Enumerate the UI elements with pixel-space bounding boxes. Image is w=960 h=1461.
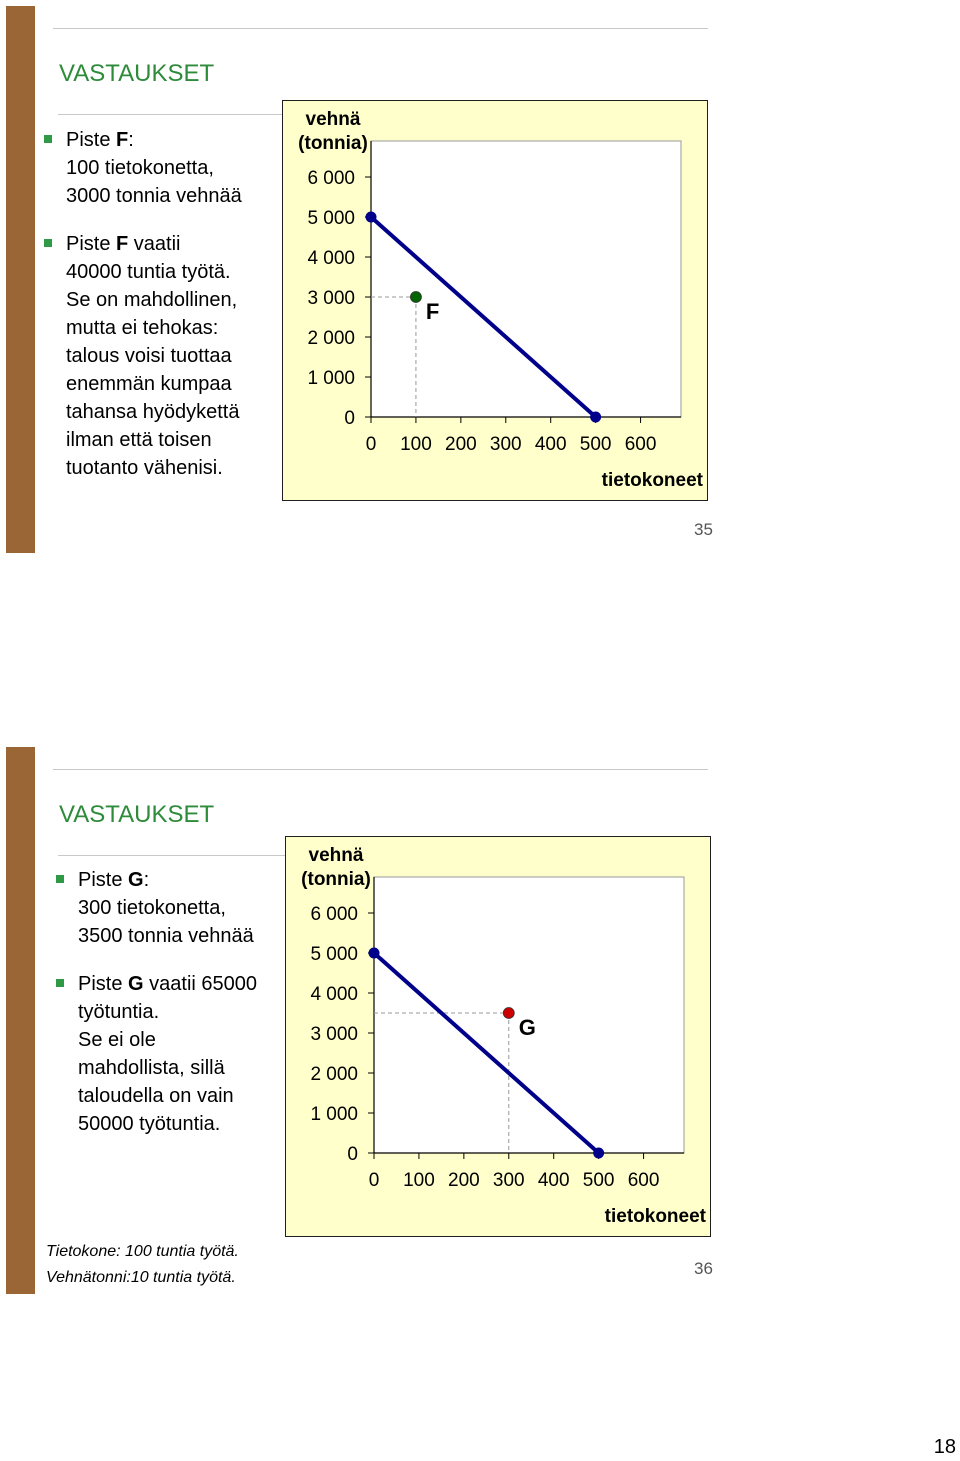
bullet-text: tuotanto vähenisi.	[66, 457, 223, 479]
bullet-line	[78, 922, 257, 950]
bullet-list	[56, 866, 257, 1158]
bullet-text: Se on mahdollinen,	[66, 289, 238, 311]
bullet-text: mutta ei tehokas:	[66, 317, 219, 339]
bullet-line	[78, 894, 257, 922]
bullet-line	[78, 998, 257, 1026]
slide-number: 36	[694, 1259, 713, 1278]
x-tick-label: 500	[582, 1170, 615, 1191]
slide-36	[6, 747, 726, 1294]
point-label-text: G	[128, 973, 144, 995]
x-tick-label: 100	[403, 1170, 435, 1191]
y-axis-label-line: vehnä	[308, 845, 364, 866]
point-label-text: F	[116, 129, 129, 151]
point-label-text: F	[116, 233, 129, 255]
slide-top-divider	[53, 769, 708, 770]
bullet-line	[66, 126, 242, 154]
bullet-text: 50000 työtuntia.	[78, 1113, 221, 1135]
x-tick-label: 600	[627, 1170, 660, 1191]
x-axis-label: tietokoneet	[601, 470, 703, 491]
x-tick-label: 300	[489, 434, 522, 455]
point-marker	[410, 292, 421, 303]
title-divider	[58, 114, 303, 115]
bullet-item	[44, 230, 242, 482]
y-tick-label: 6 000	[307, 168, 355, 189]
frontier-endpoint	[366, 212, 377, 223]
x-tick-label: 500	[579, 434, 612, 455]
chart-panel	[285, 836, 711, 1237]
chart-svg	[286, 837, 710, 1236]
bullet-text: mahdollista, sillä	[78, 1057, 225, 1079]
bullet-text: Piste	[78, 973, 129, 995]
bullet-text: työtuntia.	[78, 1001, 160, 1023]
bullet-line	[66, 314, 242, 342]
y-tick-label: 2 000	[307, 328, 355, 349]
slide-accent-bar	[6, 6, 35, 553]
x-tick-label: 300	[492, 1170, 525, 1191]
bullet-line	[66, 154, 242, 182]
x-axis-label: tietokoneet	[604, 1206, 706, 1227]
slide-accent-bar	[6, 747, 35, 1294]
y-tick-label: 1 000	[310, 1104, 358, 1125]
y-tick-label: 5 000	[307, 208, 355, 229]
y-axis-label-line: (tonnia)	[298, 133, 368, 154]
y-tick-label: 6 000	[310, 904, 358, 925]
y-tick-label: 4 000	[310, 984, 358, 1005]
bullet-text: 300 tietokonetta,	[78, 897, 226, 919]
bullet-text: 100 tietokonetta,	[66, 157, 214, 179]
bullet-line	[78, 866, 257, 894]
bullet-text: :	[128, 129, 134, 151]
bullet-line	[66, 398, 242, 426]
y-tick-label: 4 000	[307, 248, 355, 269]
footnote-computer-hours: Tietokone: 100 tuntia työtä.	[46, 1243, 239, 1260]
bullet-line	[78, 1026, 257, 1054]
y-axis-label-line: (tonnia)	[301, 869, 371, 890]
bullet-text: vaatii 65000	[143, 973, 258, 995]
bullet-line	[66, 370, 242, 398]
bullet-line	[66, 426, 242, 454]
page-number: 18	[933, 1436, 956, 1458]
chart-svg	[283, 101, 707, 500]
x-tick-label: 0	[365, 434, 377, 455]
bullet-line	[78, 1110, 257, 1138]
point-label: F	[425, 299, 440, 324]
bullet-text: talous voisi tuottaa	[66, 345, 232, 367]
bullet-line	[78, 1082, 257, 1110]
slide-title: VASTAUKSET	[59, 801, 215, 828]
bullet-text: vaatii	[128, 233, 181, 255]
bullet-text: 3000 tonnia vehnää	[66, 185, 242, 207]
bullet-line	[78, 1054, 257, 1082]
bullet-text: 40000 tuntia työtä.	[66, 261, 231, 283]
title-divider	[58, 855, 303, 856]
bullet-line	[66, 454, 242, 482]
y-tick-label: 2 000	[310, 1064, 358, 1085]
frontier-endpoint	[590, 412, 601, 423]
bullet-text: :	[143, 869, 150, 891]
frontier-endpoint	[593, 1148, 604, 1159]
bullet-text: Piste	[66, 129, 117, 151]
y-tick-label: 3 000	[307, 288, 355, 309]
x-tick-label: 400	[537, 1170, 570, 1191]
y-axis-label-line: vehnä	[305, 109, 361, 130]
x-tick-label: 200	[448, 1170, 480, 1191]
bullet-item	[56, 970, 257, 1138]
bullet-line	[66, 342, 242, 370]
slide-35	[6, 6, 726, 553]
y-tick-label: 0	[347, 1144, 358, 1165]
plot-area	[371, 141, 681, 417]
bullet-text: Piste	[66, 233, 117, 255]
x-tick-label: 400	[534, 434, 567, 455]
y-tick-label: 0	[344, 408, 355, 429]
bullet-text: enemmän kumpaa	[66, 373, 232, 395]
footnote-wheat-hours: Vehnätonni:10 tuntia työtä.	[46, 1269, 236, 1286]
y-tick-label: 1 000	[307, 368, 355, 389]
x-tick-label: 0	[368, 1170, 380, 1191]
point-label-text: G	[128, 869, 144, 891]
y-tick-label: 5 000	[310, 944, 358, 965]
bullet-line	[66, 230, 242, 258]
bullet-text: taloudella on vain	[78, 1085, 234, 1107]
bullet-text: Piste	[78, 869, 129, 891]
bullet-item	[56, 866, 257, 950]
bullet-line	[78, 970, 257, 998]
x-tick-label: 600	[624, 434, 657, 455]
x-tick-label: 100	[400, 434, 432, 455]
bullet-text: ilman että toisen	[66, 429, 212, 451]
point-label: G	[518, 1015, 536, 1040]
bullet-text: Se ei ole	[78, 1029, 156, 1051]
x-tick-label: 200	[445, 434, 477, 455]
slide-number: 35	[694, 520, 713, 539]
bullet-line	[66, 258, 242, 286]
slide-top-divider	[53, 28, 708, 29]
bullet-line	[66, 182, 242, 210]
bullet-item	[44, 126, 242, 210]
bullet-text: 3500 tonnia vehnää	[78, 925, 254, 947]
frontier-endpoint	[369, 948, 380, 959]
bullet-text: tahansa hyödykettä	[66, 401, 240, 423]
y-tick-label: 3 000	[310, 1024, 358, 1045]
point-marker	[503, 1008, 514, 1019]
chart-panel	[282, 100, 708, 501]
slide-title: VASTAUKSET	[59, 60, 215, 87]
bullet-line	[66, 286, 242, 314]
bullet-list	[44, 126, 242, 502]
